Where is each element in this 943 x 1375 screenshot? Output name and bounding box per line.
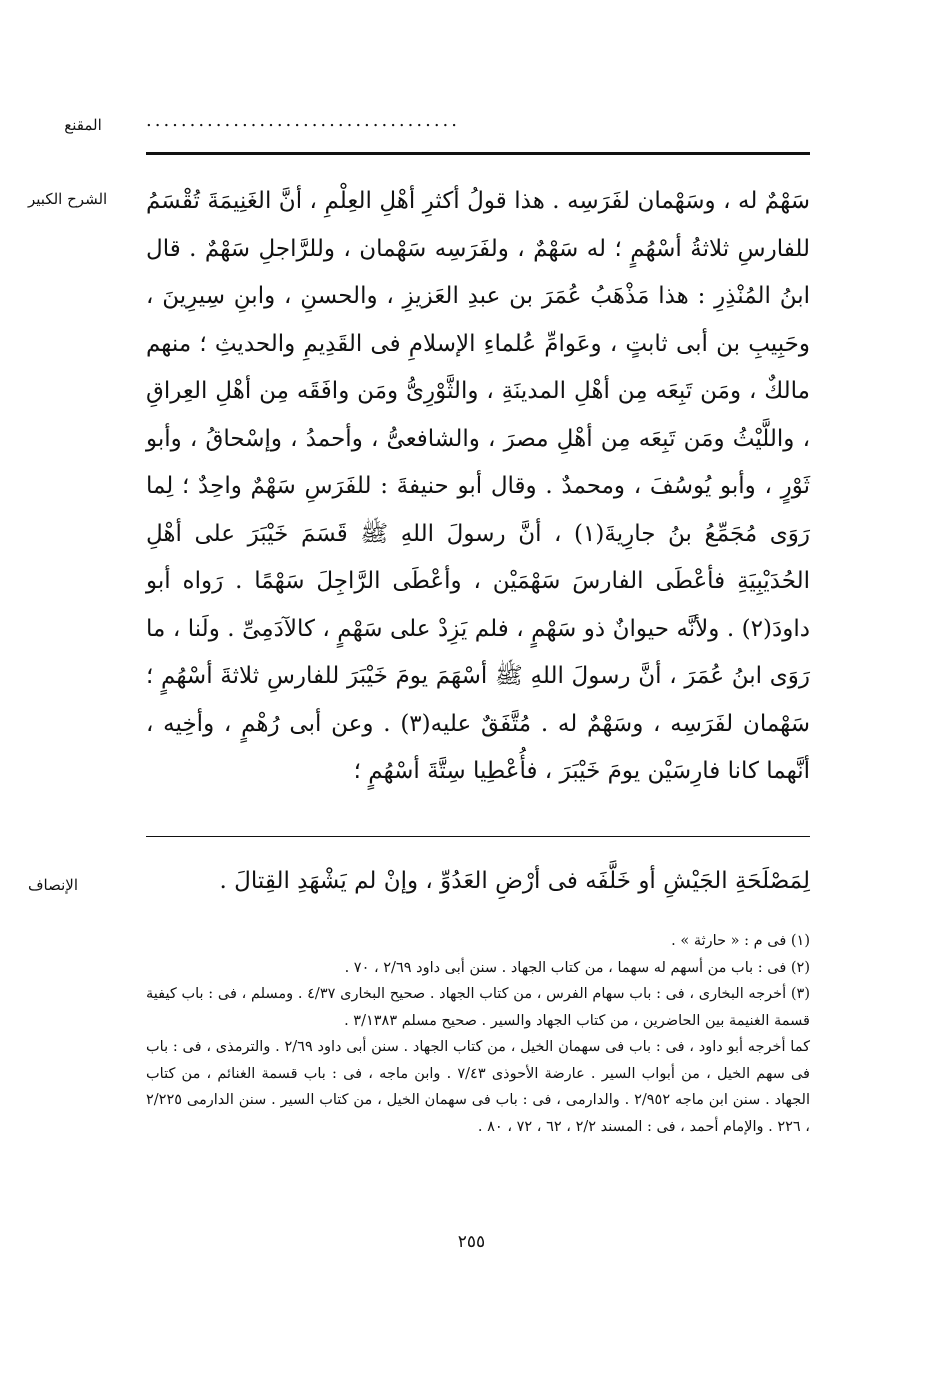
header-leader-dots: .................................... — [146, 110, 460, 131]
footnote-3-continued: كما أخرجه أبو داود ، فى : باب فى سهمان الخيل ، من كتاب الجهاد . سنن أبى داود ٢/٦٩ . والترمذى ، فى : باب فى سهم الخيل ، من أبواب السير . عارضة الأحوذى ٧/٤٣ . وابن ماجه ، فى : باب قسمة الغنائم ، من كتاب الجهاد . سنن ابن ماجه ٢/٩٥٢ . والدارمى ، فى : باب فى سهمان الخيل ، من كتاب السير . سنن الدارمى ٢/٢٢٥ ، ٢٢٦ . والإمام أحمد ، فى : المسند ٢/٢ ، ٦٢ ، ٧٢ ، ٨٠ . — [146, 1039, 811, 1135]
section-divider — [146, 836, 810, 837]
main-commentary-text — [146, 178, 810, 796]
running-header-book-title: المقنع — [64, 116, 102, 134]
footnote-3: (٣) أخرجه البخارى ، فى : باب سهام الفرس ، من كتاب الجهاد . صحيح البخارى ٤/٣٧ . ومسلم ، فى : باب كيفية قسمة الغنيمة بين الحاضرين ، من كتاب الجهاد والسير . صحيح مسلم ٣/١٣٨٣ . — [146, 986, 810, 1029]
insaf-text: لِمَصْلَحَةِ الجَيْشِ أو خَلَّفَه فى أرْضِ العَدُوِّ ، وإنْ لم يَشْهَدِ القِتالَ . — [219, 868, 810, 894]
footnote-2: (٢) فى : باب من أسهم له سهما ، من كتاب الجهاد . سنن أبى داود ٢/٦٩ ، ٧٠ . — [344, 959, 810, 976]
header-rule — [146, 152, 810, 155]
footnotes — [146, 928, 810, 1140]
main-paragraph: سَهْمٌ له ، وسَهْمان لفَرَسِه . هذا قولُ أكثرِ أهْلِ العِلْمِ ، أنَّ الغَنِيمَةَ تُقْسَمُ للفارسِ ثلاثةُ أسْهُمٍ ؛ له سَهْمٌ ، ولفَرَسِه سَهْمان ، وللرَّاجلِ سَهْمٌ . قال ابنُ المُنْذِرِ : هذا مَذْهَبُ عُمَرَ بن عبدِ العَزيزِ ، والحسنِ ، وابنِ سِيرِينَ ، وحَبِيبِ بن أبى ثابتٍ ، وعَوامِّ عُلماءِ الإسلامِ فى القَدِيمِ والحديثِ ؛ منهم مالكٌ ، ومَن تَبِعَه مِن أهْلِ المدينَةِ ، والثَّوْرِىُّ ومَن وافَقَه مِن أهْلِ العِراقِ ، واللَّيْثُ ومَن تَبِعَه مِن أهْلِ مصرَ ، والشافعىُّ ، وأحمدُ ، وإسْحاقُ ، وأبو ثَوْرٍ ، وأبو يُوسُفَ ، ومحمدٌ . وقال أبو حنيفةَ : للفَرَسِ سَهْمٌ واحِدٌ ؛ لِما رَوَى مُجَمِّعُ بنُ جارِيةَ(١) ، أنَّ رسولَ اللهِ ﷺ قَسَمَ خَيْبَرَ على أهْلِ الحُدَيْبِيَةِ فأعْطَى الفارسَ سَهْمَيْن ، وأعْطَى الرَّاجِلَ سَهْمًا . رَواه أبو داودَ(٢) . ولأنَّه حيوانٌ ذو سَهْمٍ ، فلم يَزِدْ على سَهْمٍ ، كالآدَمِىِّ . ولَنا ، ما رَوَى ابنُ عُمَرَ ، أنَّ رسولَ اللهِ ﷺ أسْهَمَ يومَ خَيْبَرَ للفارسِ ثلاثةَ أسْهُمٍ ؛ سَهْمان لفَرَسِه ، وسَهْمٌ له . مُتَّفَقٌ عليه(٣) . وعن أبى رُهْمٍ ، وأخِيه ، أنَّهما كانا فارِسَيْن يومَ خَيْبَرَ ، فأُعْطِيا سِتَّةَ أسْهُمٍ ؛ — [146, 188, 811, 784]
side-label-insaf: الإنصاف — [28, 876, 79, 894]
footnote-1: (١) فى م : « حارثة » . — [671, 933, 810, 949]
page-number: ٢٥٥ — [457, 1232, 486, 1252]
side-label-sharh: الشرح الكبير — [28, 190, 108, 208]
